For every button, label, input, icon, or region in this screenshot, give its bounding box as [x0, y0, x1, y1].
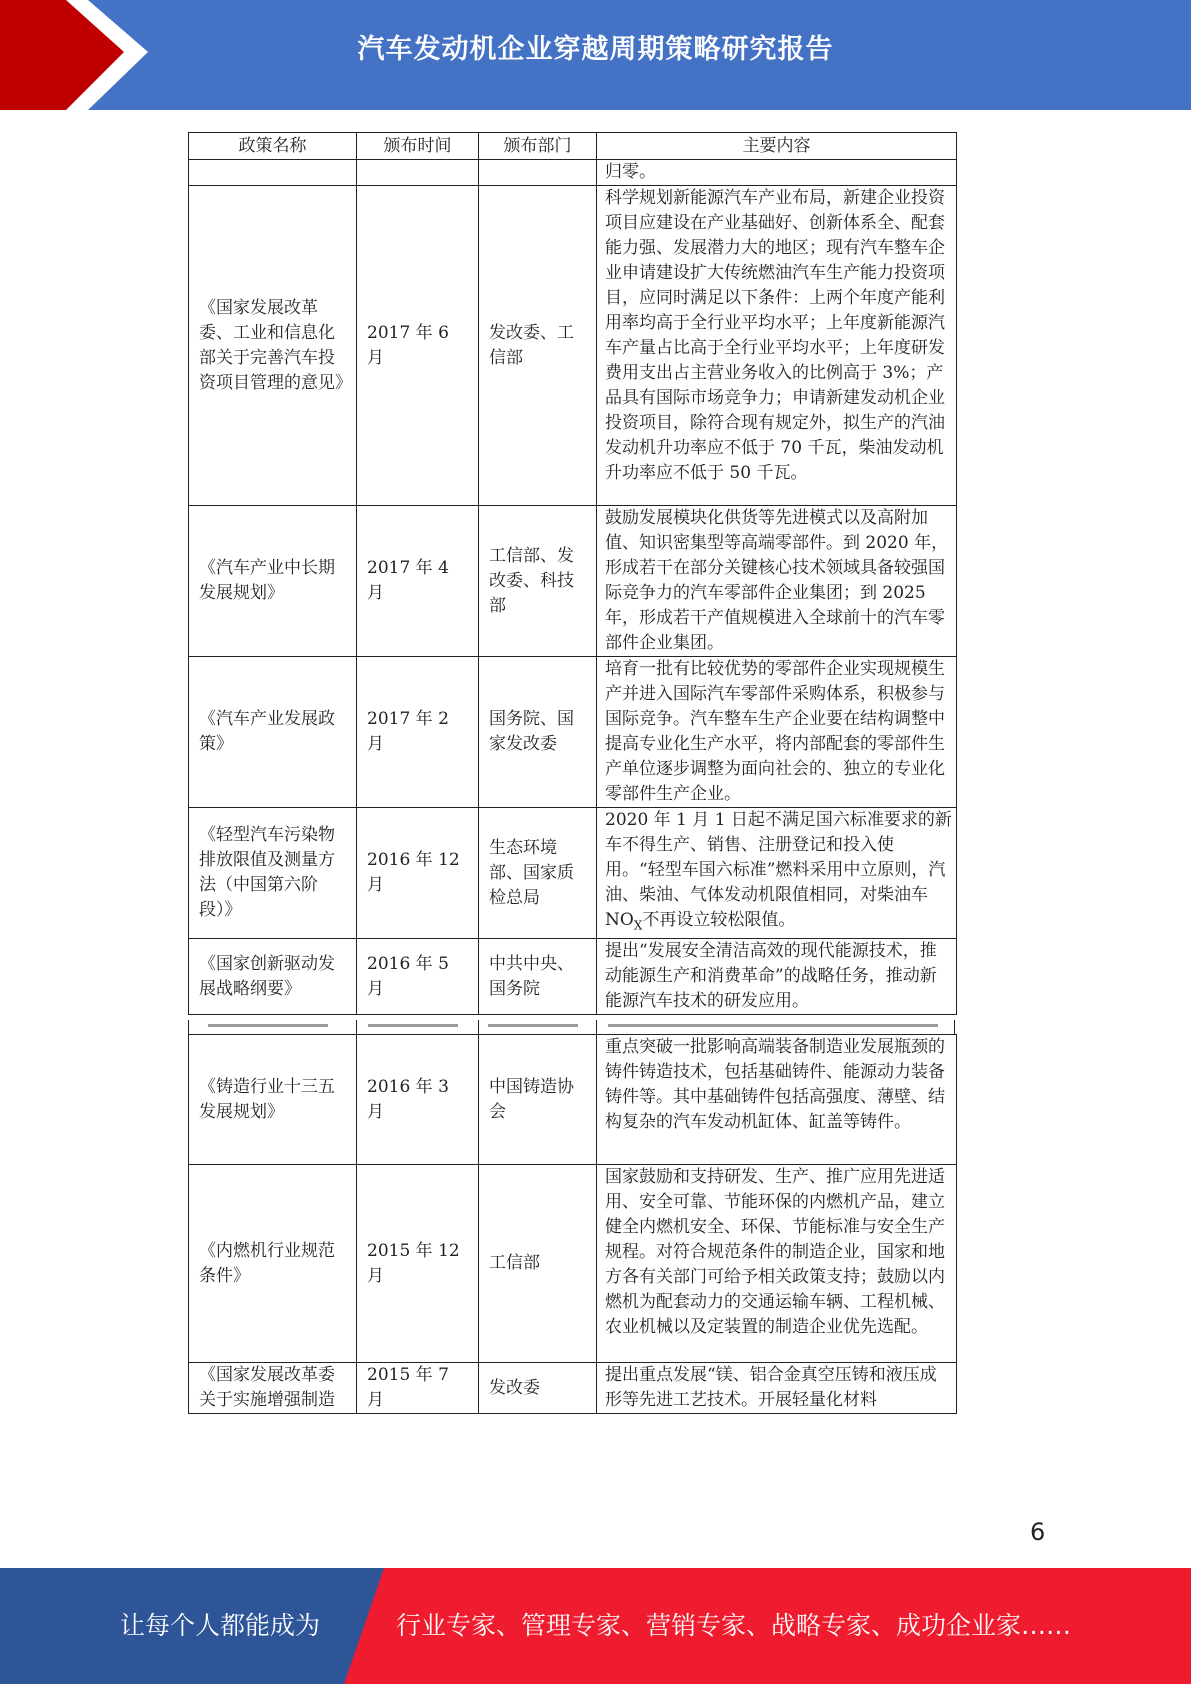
- policy-content-cell: 提出重点发展“镁、铝合金真空压铸和液压成形等先进工艺技术。开展轻量化材料: [597, 1363, 957, 1414]
- policy-name-cell: 《国家发展改革委、工业和信息化部关于完善汽车投资项目管理的意见》: [189, 186, 357, 506]
- page-header: [0, 0, 1191, 110]
- table-row: [189, 657, 957, 808]
- policy-name-cell: 《国家发展改革委关于实施增强制造: [189, 1363, 357, 1414]
- policy-content-cell: 鼓励发展模块化供货等先进模式以及高附加值、知识密集型等高端零部件。到 2020 年，形成若干在部分关键核心技术领域具备较强国际竞争力的汽车零部件企业集团；到 2025 年，形成若干产值规模进入全球前十的汽车零部件企业集团。: [597, 506, 957, 657]
- policy-dept-cell: 中共中央、国务院: [479, 939, 597, 1015]
- report-title: 汽车发动机企业穿越周期策略研究报告: [357, 34, 834, 65]
- policy-dept-cell: 国务院、国家发改委: [479, 657, 597, 808]
- policy-date-cell: 2016 年 5 月: [357, 939, 479, 1015]
- table-row: [189, 186, 957, 506]
- policy-date-cell: 2017 年 2 月: [357, 657, 479, 808]
- policy-dept-cell: 发改委、工信部: [479, 186, 597, 506]
- table-row: [189, 1363, 957, 1414]
- table-header-row: [189, 133, 957, 160]
- policy-name-cell: 《轻型汽车污染物排放限值及测量方法（中国第六阶段）》: [189, 808, 357, 939]
- table-page-break-fragment: [188, 1020, 956, 1034]
- policy-dept-cell: 工信部: [479, 1165, 597, 1363]
- policy-name-cell: 《国家创新驱动发展战略纲要》: [189, 939, 357, 1015]
- footer-slogan-right: 行业专家、管理专家、营销专家、战略专家、成功企业家……: [396, 1611, 1072, 1640]
- policy-content-cell: 培育一批有比较优势的零部件企业实现规模生产并进入国际汽车零部件采购体系，积极参与国际竞争。汽车整车生产企业要在结构调整中提高专业化生产水平，将内部配套的零部件生产单位逐步调整为面向社会的、独立的专业化零部件生产企业。: [597, 657, 957, 808]
- policy-dept-cell: 中国铸造协会: [479, 1035, 597, 1165]
- policy-dept-cell: 工信部、发改委、科技部: [479, 506, 597, 657]
- policy-name-cell: 《内燃机行业规范条件》: [189, 1165, 357, 1363]
- column-header-date: 颁布时间: [357, 133, 479, 160]
- column-header-content: 主要内容: [597, 133, 957, 160]
- subscript-x: X: [633, 918, 643, 933]
- table-row: [189, 1035, 957, 1165]
- policy-content-cell: 国家鼓励和支持研发、生产、推广应用先进适用、安全可靠、节能环保的内燃机产品，建立健全内燃机安全、环保、节能标准与安全生产规程。对符合规范条件的制造企业，国家和地方各有关部门可给予相关政策支持；鼓励以内燃机为配套动力的交通运输车辆、工程机械、农业机械以及定装置的制造企业优先选配。: [597, 1165, 957, 1363]
- content-text: 2020 年 1 月 1 日起不满足国六标准要求的新车不得生产、销售、注册登记和投入使用。“轻型车国六标准”燃料采用中立原则，汽油、柴油、气体发动机限值相同，对柴油车 NO: [605, 810, 952, 930]
- policy-date-cell: 2015 年 7 月: [357, 1363, 479, 1414]
- policy-date-cell: 2016 年 12 月: [357, 808, 479, 939]
- policy-content-cell: 科学规划新能源汽车产业布局，新建企业投资项目应建设在产业基础好、创新体系全、配套能力强、发展潜力大的地区；现有汽车整车企业申请建设扩大传统燃油汽车生产能力投资项目，应同时满足以下条件：上两个年度产能利用率均高于全行业平均水平；上年度新能源汽车产量占比高于全行业平均水平；上年度研发费用支出占主营业务收入的比例高于 3%；产品具有国际市场竞争力；申请新建发动机企业投资项目，除符合现有规定外，拟生产的汽油发动机升功率应不低于 70 千瓦，柴油发动机升功率应不低于 50 千瓦。: [597, 186, 957, 506]
- table-row-continuation: [189, 160, 957, 186]
- empty-cell: [357, 160, 479, 186]
- policy-name-cell: 《汽车产业发展政策》: [189, 657, 357, 808]
- footer-slogan-left: 让每个人都能成为: [120, 1611, 321, 1640]
- table-row: [189, 808, 957, 939]
- policy-content-cell: 提出“发展安全清洁高效的现代能源技术，推动能源生产和消费革命”的战略任务，推动新能源汽车技术的研发应用。: [597, 939, 957, 1015]
- page-number: 6: [1030, 1518, 1046, 1546]
- table-row: [189, 506, 957, 657]
- table-row: [189, 1165, 957, 1363]
- empty-cell: [479, 160, 597, 186]
- table-row: [189, 939, 957, 1015]
- policy-table-continued: [188, 1034, 957, 1414]
- policy-name-cell: 《铸造行业十三五发展规划》: [189, 1035, 357, 1165]
- policy-date-cell: 2016 年 3 月: [357, 1035, 479, 1165]
- policy-table: [188, 132, 957, 1015]
- policy-content-cell: [597, 808, 957, 939]
- content-cell: 归零。: [597, 160, 957, 186]
- column-header-dept: 颁布部门: [479, 133, 597, 160]
- policy-date-cell: 2017 年 4 月: [357, 506, 479, 657]
- policy-date-cell: 2015 年 12 月: [357, 1165, 479, 1363]
- policy-dept-cell: 生态环境部、国家质检总局: [479, 808, 597, 939]
- policy-date-cell: 2017 年 6 月: [357, 186, 479, 506]
- policy-name-cell: 《汽车产业中长期发展规划》: [189, 506, 357, 657]
- column-header-name: 政策名称: [189, 133, 357, 160]
- policy-content-cell: 重点突破一批影响高端装备制造业发展瓶颈的铸件铸造技术，包括基础铸件、能源动力装备铸件等。其中基础铸件包括高强度、薄壁、结构复杂的汽车发动机缸体、缸盖等铸件。: [597, 1035, 957, 1165]
- policy-dept-cell: 发改委: [479, 1363, 597, 1414]
- content-text: 不再设立较松限值。: [642, 910, 796, 930]
- page-footer: [0, 1568, 1191, 1684]
- empty-cell: [189, 160, 357, 186]
